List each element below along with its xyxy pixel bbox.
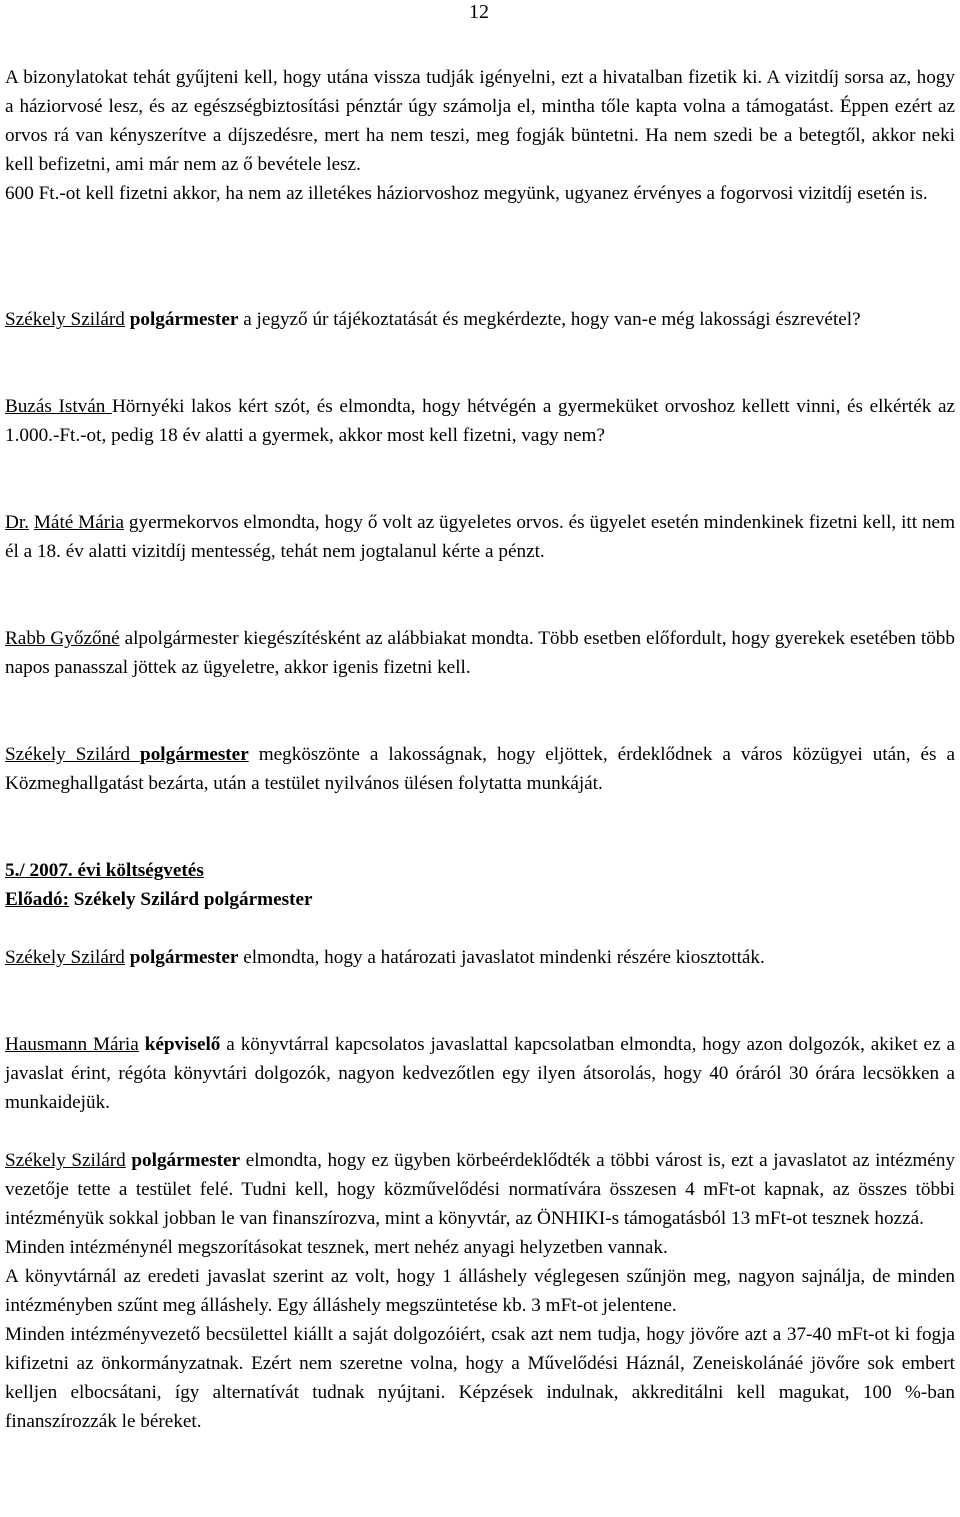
speaker-name: Székely Szilárd bbox=[5, 947, 125, 968]
speaker-role: polgármester bbox=[140, 744, 249, 765]
paragraph-szekely-proposal bbox=[5, 943, 955, 972]
paragraph-text: alpolgármester kiegészítésként az alábbiakat mondta. Több esetben előfordult, hogy gyerekek esetében több napos panasszal jöttek az ügyeletre, akkor igenis fizetni kell. bbox=[5, 628, 955, 678]
paragraph-text: 600 Ft.-ot kell fizetni akkor, ha nem az illetékes háziorvoshoz megyünk, ugyanez érvényes a fogorvosi vizitdíj esetén is. bbox=[5, 183, 928, 204]
agenda-heading bbox=[5, 856, 955, 914]
paragraph-text: gyermekorvos elmondta, hogy ő volt az ügyeletes orvos. és ügyelet esetén mindenkinek fizetni kell, itt nem él a 18. év alatti vizitdíj mentesség, tehát nem jogtalanul kérte a pénzt. bbox=[5, 512, 955, 562]
paragraph-text: Minden intézménynél megszorításokat tesznek, mert nehéz anyagi helyzetben vannak. bbox=[5, 1237, 668, 1258]
paragraph-text: A könyvtárnál az eredeti javaslat szerint az volt, hogy 1 álláshely véglegesen szűnjön meg, nagyon sajnálja, de minden intézményben szűnt meg álláshely. Egy álláshely megszüntetése kb. 3 mFt-ot jelentene. bbox=[5, 1266, 955, 1316]
speaker-name: Rabb Győzőné bbox=[5, 628, 120, 649]
presenter-label: Előadó: bbox=[5, 889, 69, 910]
speaker-name: Buzás István bbox=[5, 396, 112, 417]
speaker-name: Székely Szilárd bbox=[5, 744, 141, 765]
paragraph-text: elmondta, hogy a határozati javaslatot mindenki részére kiosztották. bbox=[238, 947, 765, 968]
speaker-role: képviselő bbox=[144, 1034, 221, 1055]
speaker-name: Hausmann Mária bbox=[5, 1034, 139, 1055]
paragraph-hausmann bbox=[5, 1030, 955, 1117]
paragraph-szekely-closing bbox=[5, 740, 955, 798]
paragraph-text: a jegyző úr tájékoztatását és megkérdezte, hogy van-e még lakossági észrevétel? bbox=[238, 309, 861, 330]
paragraph-text: A bizonylatokat tehát gyűjteni kell, hogy utána vissza tudják igényelni, ezt a hivatalban fizetik ki. A vizitdíj sorsa az, hogy a háziorvosé lesz, és az egészségbiztosítási pénztár úgy számolja el, mintha tőle kapta volna a támogatást. Éppen ezért az orvos rá van kényszerítve a díjszedésre, mert ha nem teszi, meg fogják büntetni. Ha nem szedi be a betegtől, akkor neki kell befizetni, ami már nem az ő bevétele lesz. bbox=[5, 67, 955, 175]
speaker-name: Székely Szilárd bbox=[5, 1150, 126, 1171]
presenter-name: Székely Szilárd polgármester bbox=[68, 889, 313, 910]
agenda-number: 5./ bbox=[5, 860, 25, 881]
paragraph-szekely-question bbox=[5, 305, 955, 334]
paragraph-text: a könyvtárral kapcsolatos javaslattal kapcsolatban elmondta, hogy azon dolgozók, akiket ez a javaslat érint, régóta könyvtári dolgozók, nagyon kedvezőtlen egy ilyen átsorolás, hogy 40 óráról 30 órára lecsökken a munkaidejük. bbox=[5, 1034, 955, 1113]
paragraph-text: megköszönte a lakosságnak, hogy eljöttek, érdeklődnek a város közügyei után, és a Közmeghallgatást bezárta, után a testület nyilvános ülésen folytatta munkáját. bbox=[5, 744, 955, 794]
speaker-role: polgármester bbox=[129, 309, 239, 330]
page-number: 12 bbox=[469, 1, 489, 23]
speaker-role: polgármester bbox=[131, 1150, 241, 1171]
paragraph-rabb bbox=[5, 624, 955, 682]
paragraph-text: Minden intézményvezető becsülettel kiállt a saját dolgozóiért, csak azt nem tudja, hogy jövőre azt a 37-40 mFt-ot ki fogja kifizetni az önkormányzatnak. Ezért nem szeretne volna, hogy a Művelődési Háznál, Zeneiskolánáé jövőre sok embert kelljen elbocsátani, így alternatívát tudnak nyújtani. Képzések indulnak, akkreditálni kell magukat, 100 %-ban finanszírozzák le béreket. bbox=[5, 1324, 955, 1432]
speaker-name: Máté Mária bbox=[33, 512, 124, 533]
agenda-title: 2007. évi költségvetés bbox=[24, 860, 204, 881]
paragraph-buzas bbox=[5, 392, 955, 450]
paragraph-text: Hörnyéki lakos kért szót, és elmondta, hogy hétvégén a gyermeküket orvoshoz kellett vinni, és elkérték az 1.000.-Ft.-ot, pedig 18 év alatti a gyermek, akkor most kell fizetni, vagy nem? bbox=[5, 396, 955, 446]
speaker-name: Székely Szilárd bbox=[5, 309, 125, 330]
paragraph-vizitdij bbox=[5, 63, 955, 208]
speaker-title: Dr. bbox=[5, 512, 29, 533]
paragraph-szekely-library bbox=[5, 1146, 955, 1436]
speaker-role: polgármester bbox=[129, 947, 239, 968]
paragraph-text: elmondta, hogy ez ügyben körbeérdeklődték a többi várost is, ezt a javaslatot az intézmény vezetője tette a testület felé. Tudni kell, hogy közművelődési normatívára összesen 4 mFt-ot kapnak, az összes többi intézményük sokkal jobban le van finanszírozva, mint a könyvtár, az ÖNHIKI-s támogatásból 13 mFt-ot tesznek hozzá. bbox=[5, 1150, 956, 1229]
paragraph-mate bbox=[5, 508, 955, 566]
